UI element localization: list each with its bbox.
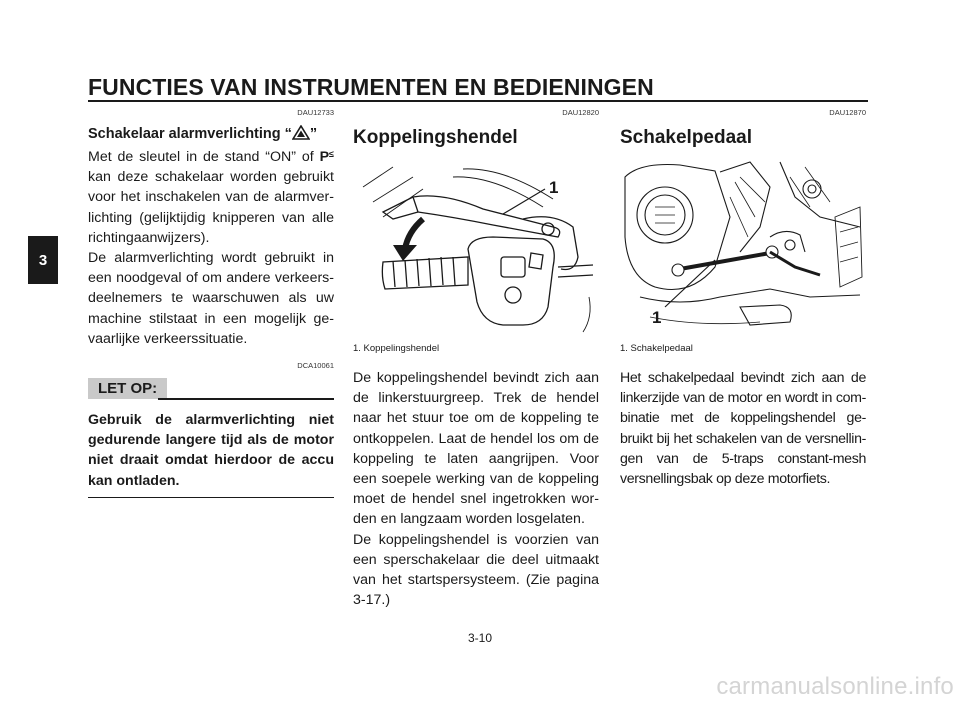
clutch-paragraph-1: De koppelingshendel bevindt zich aan de linkerstuurgreep. Trek de hendel naar het stuur toe om de koppeling te ontkoppelen. Laat de hendel los om de koppeling te laten aangrijpen. Voor een soepele werking van de koppeling moet de hendel snel ingetrokken wor-den en langzaam worden losgelaten. (353, 370, 599, 528)
parking-icon: P (319, 149, 330, 165)
figure-caption: 1. Koppelingshendel (353, 343, 440, 354)
caution-rule (158, 398, 334, 400)
section-code: DAU12820 (562, 108, 599, 117)
figure-caption: 1. Schakelpedaal (620, 343, 693, 354)
chapter-tab: 3 (28, 236, 58, 284)
watermark: carmanualsonline.info (716, 673, 954, 700)
caution-text: Gebruik de alarmverlichting niet gedurende langere tijd als de motor niet draait omdat hierdoor de accu kan ontladen. (88, 412, 334, 489)
figure-callout-number: 1 (652, 308, 662, 327)
column-shift-pedal (620, 108, 866, 489)
caution-code: DCA10061 (297, 361, 334, 371)
section-code: DAU12870 (829, 108, 866, 117)
heading-text: Schakelaar alarmverlichting “ (88, 126, 292, 142)
paragraph-1-start: Met de sleutel in de stand “ON” of (88, 149, 314, 165)
heading-text-end: ” (309, 126, 318, 142)
page-number: 3-10 (467, 631, 493, 645)
figure-callout-number: 1 (549, 178, 559, 197)
clutch-lever-illustration (353, 157, 599, 337)
section-code: DAU12733 (297, 108, 334, 117)
section-heading-hazard (88, 125, 334, 144)
page-header-title: FUNCTIES VAN INSTRUMENTEN EN BEDIENINGEN (88, 74, 654, 100)
hazard-paragraph-1 (88, 144, 334, 248)
column-clutch-lever (353, 108, 599, 610)
section-heading-clutch: Koppelingshendel (353, 127, 518, 148)
header-rule (88, 100, 868, 102)
caution-header (88, 378, 334, 402)
hazard-paragraph-2: De alarmverlichting wordt gebruikt in een noodgeval of om andere verkeers-deelnemers te waarschuwen als uw machine stilstaat in een mogelijk ge-vaarlijke verkeerssituatie. (88, 250, 334, 347)
shift-pedal-figure (620, 157, 866, 337)
parking-icon-mark: ≤ (329, 149, 334, 159)
section-heading-shift-pedal: Schakelpedaal (620, 127, 753, 148)
shift-pedal-illustration (620, 157, 866, 337)
column-hazard-switch (88, 108, 334, 498)
paragraph-1-rest: kan deze schakelaar worden gebruikt voor het inschakelen van de alarmver-lichting (gelijktijdig knipperen van alle richtingaanwijzers). (88, 169, 334, 246)
clutch-lever-figure (353, 157, 599, 337)
shift-pedal-paragraph-1: Het schakelpedaal bevindt zich aan de linkerzijde van de motor en wordt in com-binatie met de koppelingshendel ge-bruikt bij het schakelen van de versnellin-gen van de 5-traps constant-mesh versnellingsbak op deze motorfiets. (620, 370, 866, 488)
caution-end-rule (88, 497, 334, 499)
hazard-triangle-icon (292, 125, 310, 144)
clutch-paragraph-2: De koppelingshendel is voorzien van een sperschakelaar die deel uitmaakt van het startspersysteem. (Zie pagina 3-17.) (353, 531, 599, 609)
caution-badge: LET OP: (88, 378, 167, 399)
